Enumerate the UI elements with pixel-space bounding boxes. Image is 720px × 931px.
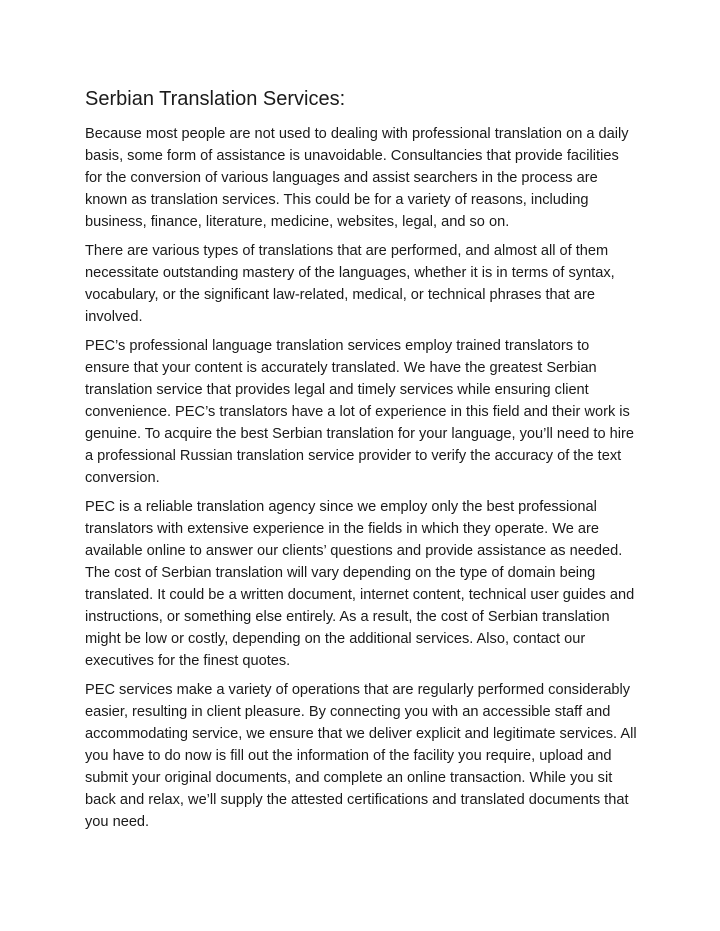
page-title: Serbian Translation Services: bbox=[85, 88, 346, 110]
paragraph-pec-agency: PEC is a reliable translation agency since we employ only the best professional translators with extensive experience in the fields in which they operate. We are available online to answer our clients’ questions and provide assistance as needed. The cost of Serbian translation will vary depending on the type of domain being translated. It could be a written document, internet content, technical user guides and instructions, or something else entirely. As a result, the cost of Serbian translation might be low or costly, depending on the additional services. Also, contact our executives for the finest quotes. bbox=[85, 499, 635, 669]
document-body bbox=[85, 86, 637, 840]
paragraph-pec-operations: PEC services make a variety of operations that are regularly performed considerably easier, resulting in client pleasure. By connecting you with an accessible staff and accommodating service, we ensure that we deliver explicit and legitimate services. All you have to do now is fill out the information of the facility you require, upload and submit your original documents, and complete an online transaction. While you sit back and relax, we’ll supply the attested certifications and translated documents that you need. bbox=[85, 682, 637, 830]
paragraph-translation-types: There are various types of translations that are performed, and almost all of them necessitate outstanding mastery of the languages, whether it is in terms of syntax, vocabulary, or the significant law-related, medical, or technical phrases that are involved. bbox=[85, 243, 615, 325]
paragraph-pec-services: PEC’s professional language translation services employ trained translators to ensure that your content is accurately translated. We have the greatest Serbian translation service that provides legal and timely services while ensuring client convenience. PEC’s translators have a lot of experience in this field and their work is genuine. To acquire the best Serbian translation for your language, you’ll need to hire a professional Russian translation service provider to verify the accuracy of the text conversion. bbox=[85, 338, 634, 486]
paragraph-intro: Because most people are not used to dealing with professional translation on a daily basis, some form of assistance is unavoidable. Consultancies that provide facilities for the conversion of various languages and assist searchers in the process are known as translation services. This could be for a variety of reasons, including business, finance, literature, medicine, websites, legal, and so on. bbox=[85, 126, 629, 230]
